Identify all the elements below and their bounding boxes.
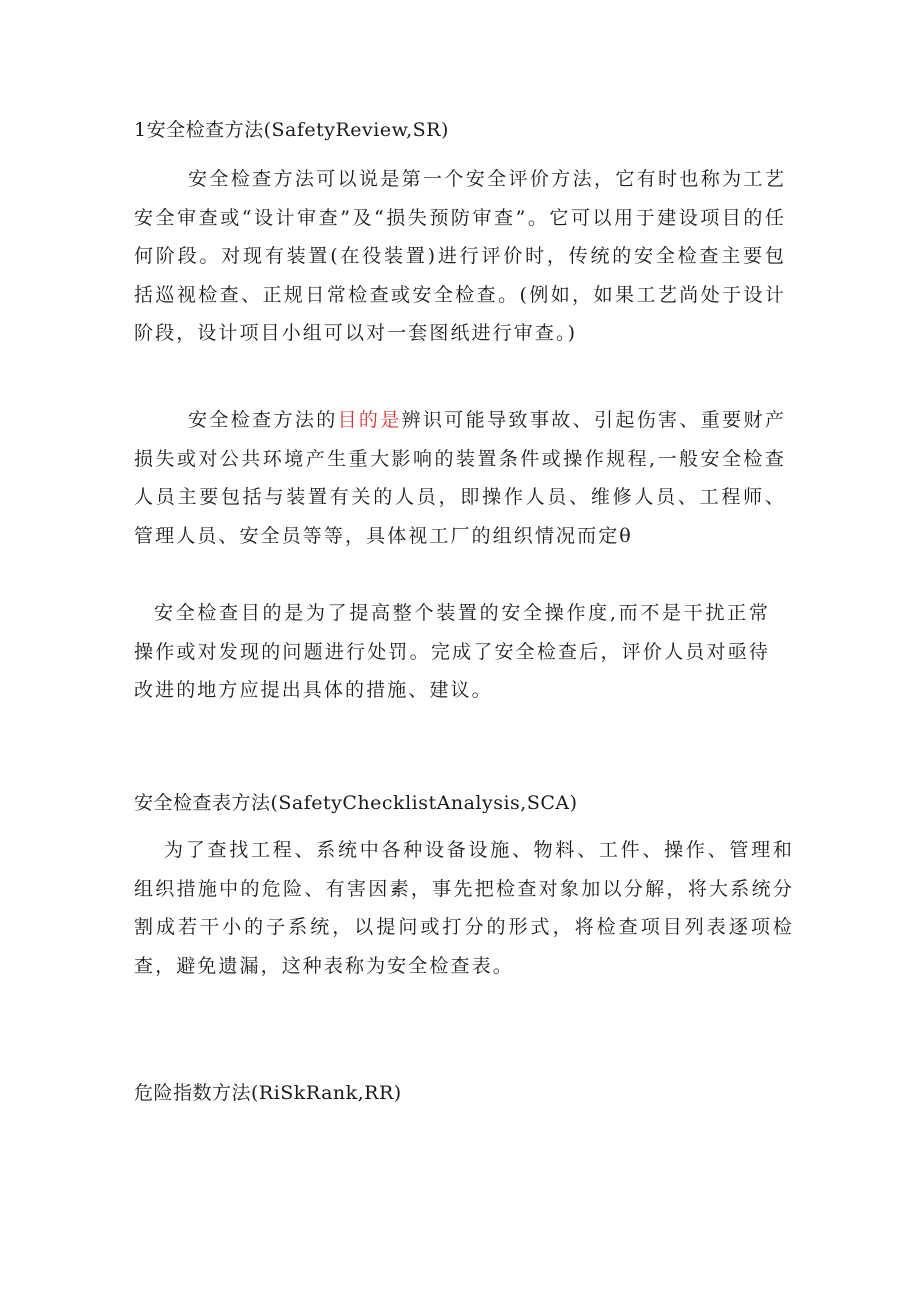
paragraph-safety-review-purpose xyxy=(134,401,786,555)
section-heading-safety-checklist: 安全检查表方法(SafetyChecklistAnalysis,SCA) xyxy=(134,792,578,814)
section-heading-safety-review: 1安全检查方法(SafetyReview,SR) xyxy=(134,119,449,141)
section-heading-risk-rank: 危险指数方法(RiSkRank,RR) xyxy=(134,1082,402,1104)
purpose-highlight: 目的是 xyxy=(337,409,402,431)
purpose-text-after: 辨识可能导致事故、引起伤害、重要财产损失或对公共环境产生重大影响的装置条件或操作规程,一般安全检查人员主要包括与装置有关的人员，即操作人员、维修人员、工程师、管理人员、安全员等等，具体视工厂的组织情况而定θ xyxy=(134,409,786,547)
paragraph-safety-checklist: 为了查找工程、系统中各种设备设施、物料、工件、操作、管理和组织措施中的危险、有害因素，事先把检查对象加以分解，将大系统分割成若干小的子系统，以提问或打分的形式，将检查项目列表逐项检查，避免遗漏，这种表称为安全检查表。 xyxy=(134,839,794,977)
paragraph-safety-review-intro: 安全检查方法可以说是第一个安全评价方法，它有时也称为工艺安全审查或“设计审查”及“损失预防审查”。它可以用于建设项目的任何阶段。对现有装置(在役装置)进行评价时，传统的安全检查主要包括巡视检查、正规日常检查或安全检查。(例如，如果工艺尚处于设计阶段，设计项目小组可以对一套图纸进行审查。) xyxy=(134,168,786,344)
purpose-text-before: 安全检查方法的 xyxy=(188,409,338,431)
paragraph-safety-review-goal: 安全检查目的是为了提高整个装置的安全操作度,而不是干扰正常操作或对发现的问题进行处罚。完成了安全检查后，评价人员对亟待改进的地方应提出具体的措施、建议。 xyxy=(134,602,770,701)
